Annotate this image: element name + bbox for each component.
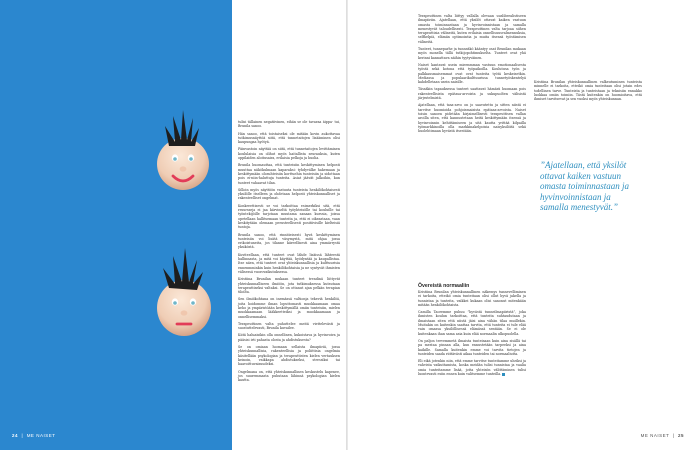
magazine-name: ME NAISET — [640, 433, 670, 438]
body-paragraph: tulisi tällainen negatiivinen, eihän se ole tavaraa äippa- tui, Brunila sanoo. — [238, 120, 340, 129]
body-paragraph: Hän sanoo, että toistaiseksi ole mitään kovin aukottavaa tutkimusnäyttöä siitä, että tunnetaitojen lisääminen olisi kaupungaa hyötyä. — [238, 131, 340, 145]
body-paragraph: Tunteet, tunneparhe ja tunneäkö kääntyy osat Brunilan mukaan myös monella tällä tutkijopohtimukselta. Tunteet ovat yhä kerinni kannattava näihin tyytyväinen. — [418, 47, 526, 60]
page-number: 25 — [677, 433, 684, 438]
body-paragraph: Sen ilmiökohtana on inemässä valtionja tekeviä henkilöä, joita hoidomme ilman loputtomasti muokkaamaan omaa keho ja ympäristöään keskittymällä omiin tunteisiin, mielen muokkaamaan lääkkeetteiksi ja muokkaamaan ja onnellisemmaksi. — [238, 297, 340, 319]
body-paragraph — [418, 359, 526, 376]
body-paragraph: Terapeuttinen valta puhuttelee meitä viettelevästi ja suostuttelevasti, Brunila kuvailee. — [238, 321, 340, 331]
cake-pop-face-smiling — [147, 96, 217, 196]
body-paragraph: Tässäkin tapauksessa tunteet saattavat hämärä huomaan pois rakenteellisista epätasa-arvoista ja sukupuolten välisistä järjestelmistä. — [418, 87, 526, 101]
body-paragraph-text: Eli eikä jotenkin niin, että emme tarvitse tunteitamme uhriksi ja vahvista vaikuttamista, koska meidän tulisi tunnistaa ja vaalia omia tunteitamme lisää, jotta yhteisön välittäminen tulisi luontevasti esiin ennen kuin valitsemme tunteilla. — [418, 359, 526, 377]
body-paragraph: Päinvastoin näyttää on siitä, että tunnetaitojen levittäminen koululaisia on olihut myös haitallista seurauksia, kuten oppilaiden aloitusaira, erilaisia pelkoja ja huolia. — [238, 147, 340, 161]
body-paragraph: Kiitä haluaisikin olla onnellinen, kukoistava ja hyvinvoiva ja pääsisi irti pahasta olosta ja ahdistuksesta? — [238, 333, 340, 342]
body-paragraph: Silloin myös näyttöön vastuuta tunteista henkilökohtaisesti yksilölle itselleen ja ohdetaan helposti yhteiskunnalliset ja rakenteelliset ongelmat. — [238, 187, 340, 201]
body-paragraph: Naiset kantavat usein mieenmman vastuun emotionaalisesta työstä sekä kotona että työpaikoilla. Koulutusa työn ja palkkausmaisemmat ovat ovat tunteita työtä keskeisetkin. Mediassa ja populaarikulttuurissa tunnetyöskentelyä kahdelletaan usein naisille. — [418, 62, 526, 85]
body-paragraph: Konkreettisesti se voi tarkoittaa esimerkiksi sitä, että resursseja ei jaa kärvineltä työyhteisölle tai kouluille tai työntekijöille tarjotaan muutama sanaan kurssia, joissa opetellaan hallitsemaan tunteita ja, että ei oikeastaan, vaan keskitytään olemaan perusteellisesti positiivisille kielteisiä tuntoja. — [238, 203, 340, 230]
body-paragraph: Kuviteellaan, että tunteet ovat lähde lisäissä lähteestä hallinnasta, ja mitä voi käyttää, hyödyntää ja kaupallistaa. Itse näen, että tunteet ovat yhteiskunnallisia ja kulttuurisia ennenmminkin kuin henkilökohtaisia ja ne syntyvät ihmisten välisessä vuorovaikutuksessa. — [238, 252, 340, 274]
body-paragraph: Ongelmana on, että yhteiskunnallinen keskustelu kapenee, jos suuremmasta puhutaan lähinnä psykologian kielen kautta. — [238, 369, 340, 383]
body-paragraph: Ajatellaan, että tasa-arvo on jo saavutettu ja sitten niistä ei tarvitse huomioida pohjoismaisista epätasa-arvoista. Naiset toisin sanoen pidetään kirjaimellisesti terapeuttisen vallan aroilla siten, että kannustetaan heitä keskittymään itsensä ja hyvinvoinnin kehittämiseen ja sitä kautta yrittää kilpailla työmarkkinoilla olla markkinakelpoisia naisyksilöitä sekä huolehtimaan hyvästä itsestään. — [418, 103, 526, 134]
section-subhead: Övereistä normaaliin — [418, 283, 470, 289]
cake-pop-face-neutral — [147, 232, 219, 342]
right-text-column-2 — [534, 80, 642, 104]
body-paragraph: Camilla Taoremme puhuu ”hyvästä tunneilmapiiristä”, joka ihmisten koulun tarkoittaa, että tunteita suhtaudutaan ja ilmaistaan siten että niistä jäisi aina vähän tilaa muillekin. Muitakin on kuitenkin saattaa tarvita, että tunteita ei tule elää vain omassa yksilöllisessä elämässä sentään. Se ei ole kuitenkaan ihan sama asia kuin elää normaalin ulkopuolella. — [418, 310, 526, 336]
right-text-column-1 — [418, 0, 526, 136]
right-page — [348, 0, 696, 450]
hair-icon — [165, 110, 199, 146]
body-paragraph: Brunila sanoo, että rinnitieisesti hyvä keskittyminen tunteisiin voi lisätä väsymystä, mitä ohjaa jossa erikoistuneita, jos tilanne kiireellisesti aina ymmärrystä yksiköstä. — [238, 232, 340, 250]
page-number: 24 — [12, 433, 19, 438]
end-mark-icon — [502, 373, 505, 376]
folio-left: 24 | ME NAISET — [12, 433, 56, 438]
left-text-column — [232, 0, 348, 450]
body-paragraph: Brunila huomauttaa, että tunteisiin keskittyminen helposti muuttaa näkökulmaan kaparaksi: tyhdyvälke hakemaan ja keskittymään olosuhteisiin korttuehin tunteisiin ja sidottaan pois ei-niin-haluttuja tunteita. Asiat jäävät jalkoihin, kun tunteet vahaavat tilan. — [238, 163, 340, 185]
body-paragraph: Kristiina Brunilan mukaan tunteet trendinä liittyvät yhteiskunnalliseen ilmiöön, jota tutkimuksessa kutsutaan terapeuttiseksi valtaksi. Se on ottanut ajan pelkän terapian tiloilta. — [238, 277, 340, 295]
folio-right: ME NAISET | 25 — [640, 433, 684, 438]
body-paragraph: Se on omiaan luomaan sellaista ilmapiiriä, jossa yhteiskunnallisia, rakenteellisia ja poliittisia ongelmia käsitellään psykologian ja terapeuttisten kielen vertauksen keinoin, vaikkapa ahdistukseksi, stressiksi tai haavoittuvaisuudeksi. — [238, 345, 340, 367]
right-text-column-1-lower — [418, 290, 526, 379]
body-paragraph: On paljon tervemmetä ilmaista tunteisaan kuin aina sisällä tai pa mestaa pinnan alla, kun ennustetään tarpeeksi ja aina kaikille. Samalla kuitenkin emme voi tarvita tietojen ja tunteiden saada riittävästi aikaa tunteiden tai normaaliutta. — [418, 338, 526, 356]
pull-quote: ”Ajatellaan, että yksilöt ottavat kaiken vastuun omasta toiminnastaan ja hyvinvoinnistaan ja samalla menestyvät.” — [540, 160, 630, 212]
hair-icon — [163, 248, 203, 290]
magazine-name: ME NAISET — [26, 433, 56, 438]
body-paragraph: Kristiina Brunilan yhteiskunnallinen näkemys tunnevelliminen ei tarkoita, etteikö omia tunteitaan olisi ollut hyvä jakella ja tunnistaa ja tunteita, vaikkei kukaan olisi sanonut mitenkään mitään henkilökohtaista. — [418, 290, 526, 307]
body-paragraph: Kristiina Brunilan yhteiskunnallinen valkeutuminen tunteista minnelle ei tarkoita, etteikö omia tunteitaan olisi jotain edes todellinen tarve. Tunteista ja tunteistaan ja teknisiin ennakko luokkaa omiin toimiin. Tästä kuitenkin on huomioitava, että ihmiset tarvitsevat ja sen vuoksi myös yhteiskunnan. — [534, 80, 642, 102]
body-paragraph: Terapeuttinen valta liittyy vallalla olevaan uusliberalistiseen ilmapiiriin. Ajatellaan, että yksilöt ottavat kaiken vastuun omasta toiminnastaan ja hyvinvoinnistaan ja samalla menestyvät taloudellisesti. Terapeuttinen valta tarjoaa siihen terapeuttisia välineitä, kuten erilaisia onnellisuusvalmennuksia, selfhelpiä, elämän optimointia ja muita itsensä työstämisen välineitä. — [418, 14, 526, 44]
